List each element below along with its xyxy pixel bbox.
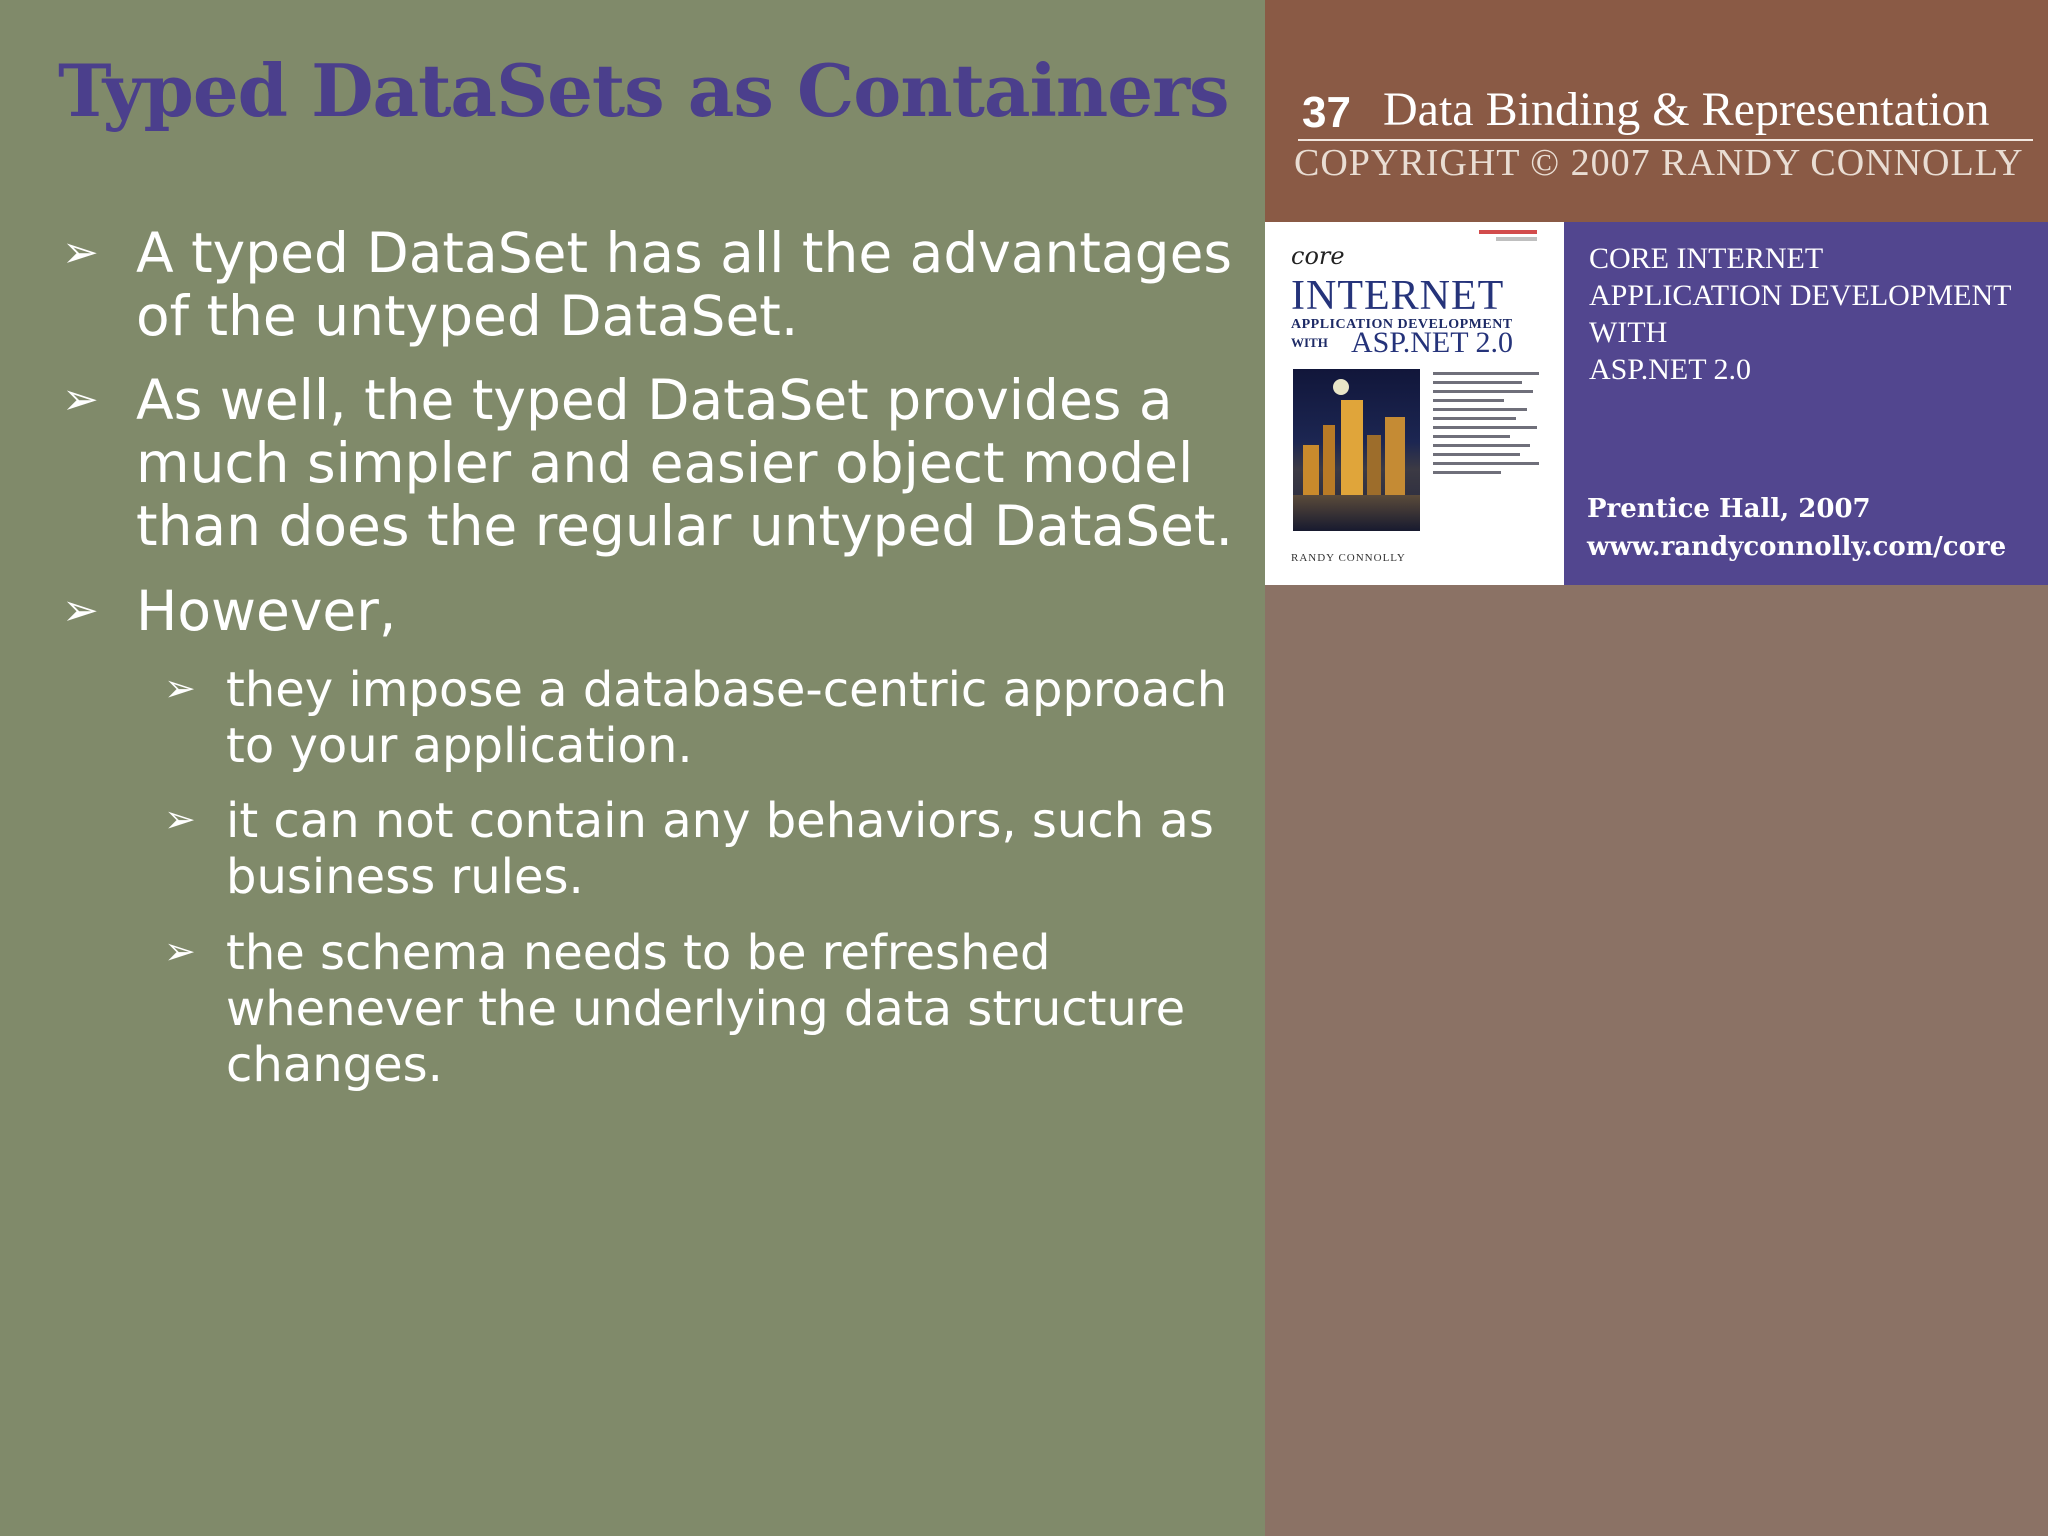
publisher-logo-icon <box>1479 230 1537 244</box>
cover-city-photo <box>1293 369 1420 531</box>
cover-with: WITH <box>1291 335 1328 350</box>
cover-subtitle: APPLICATION DEVELOPMENT <box>1291 317 1513 332</box>
bullet-item: However, <box>136 579 397 643</box>
book-info-line-3: WITH <box>1589 316 1668 349</box>
sub-bullet-item: the schema needs to be refreshed whenever the underlying data structure changes. <box>226 925 1186 1093</box>
arrowhead-bullet-icon: ➢ <box>62 374 99 425</box>
arrowhead-bullet-icon: ➢ <box>62 227 99 278</box>
arrowhead-bullet-icon: ➢ <box>164 797 196 841</box>
book-info-line-1: CORE INTERNET <box>1589 242 1824 275</box>
arrowhead-bullet-icon: ➢ <box>164 929 196 973</box>
cover-feature-list <box>1433 372 1551 480</box>
book-info-panel <box>1564 222 2048 585</box>
book-url: www.randyconnolly.com/core <box>1587 532 2007 562</box>
sub-bullet-item: they impose a database-centric approach to your application. <box>226 662 1228 774</box>
book-info-line-2: APPLICATION DEVELOPMENT <box>1589 279 2012 312</box>
slide-number: 37 <box>1302 88 1351 137</box>
cover-title: INTERNET <box>1291 273 1505 319</box>
cover-technology: ASP.NET 2.0 <box>1351 326 1513 359</box>
bullet-item: As well, the typed DataSet provides a much simpler and easier object model than does the regular untyped DataSet. <box>136 368 1233 558</box>
slide-title: Typed DataSets as Containers <box>58 48 1229 133</box>
book-info-line-4: ASP.NET 2.0 <box>1589 353 1751 386</box>
book-publisher: Prentice Hall, 2007 <box>1587 494 1871 524</box>
copyright-notice: COPYRIGHT © 2007 RANDY CONNOLLY <box>1294 142 2024 184</box>
cover-series: core <box>1291 242 1345 270</box>
bullet-item: A typed DataSet has all the advantages of the untyped DataSet. <box>136 221 1233 348</box>
sub-bullet-item: it can not contain any behaviors, such as business rules. <box>226 793 1214 905</box>
arrowhead-bullet-icon: ➢ <box>62 585 99 636</box>
course-title: Data Binding & Representation <box>1383 83 1990 136</box>
book-cover-image <box>1265 222 1564 585</box>
moon-icon <box>1333 379 1349 395</box>
arrowhead-bullet-icon: ➢ <box>164 666 196 710</box>
cover-author: RANDY CONNOLLY <box>1291 552 1406 564</box>
